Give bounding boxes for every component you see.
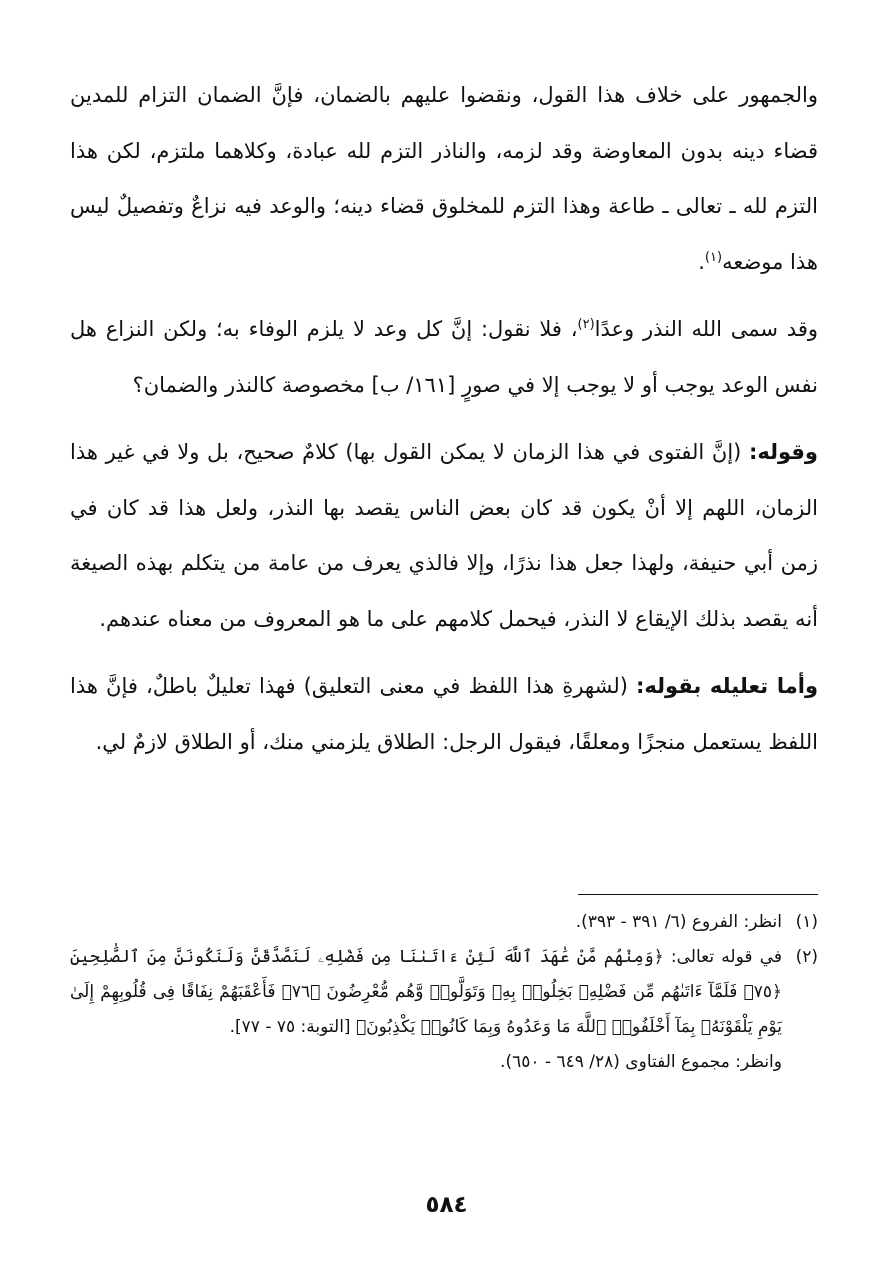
footnote-1-text: انظر: الفروع (٦/ ٣٩١ - ٣٩٣). xyxy=(575,912,782,932)
quran-verse: ﴿وَمِنْهُم مَّنْ عَٰهَدَ ٱللَّهَ لَئِنْ ءَاتَىٰنَا مِن فَضْلِهِۦ لَنَصَّدَّقَنَّ وَلَنَكُونَنَّ مِنَ ٱلصَّٰلِحِينَ ﴿٧٥﴾ فَلَمَّآ ءَاتَىٰهُم مِّن فَضْلِهِۦ بَخِلُوا۟ بِهِۦ وَتَوَلَّوا۟ وَّهُم مُّعْرِضُونَ ﴿٧٦﴾ فَأَعْقَبَهُمْ نِفَاقًا فِى قُلُوبِهِمْ إِلَىٰ يَوْمِ يَلْقَوْنَهُۥ بِمَآ أَخْلَفُوا۟ ٱللَّهَ مَا وَعَدُوهُ وَبِمَا كَانُوا۟ يَكْذِبُونَ﴾ xyxy=(70,947,782,1037)
footnote-2-body xyxy=(70,940,782,1045)
paragraph-2-text-b: ، فلا نقول: إنَّ كل وعد لا يلزم الوفاء به؛ ولكن النزاع هل نفس الوعد يوجب أو لا يوجب إلا في صورٍ [١٦١/ ب] مخصوصة كالنذر والضمان؟ xyxy=(70,317,818,397)
footnote-2-source: [التوبة: ٧٥ - ٧٧]. xyxy=(229,1017,356,1037)
footnote-ref-1[interactable]: (١) xyxy=(704,249,723,265)
paragraph-3-lead: وقوله: xyxy=(749,440,818,464)
footnotes xyxy=(70,905,818,1080)
footnote-2 xyxy=(70,940,818,1045)
paragraph-1 xyxy=(70,68,818,290)
footnote-2-see-also: وانظر: مجموع الفتاوى (٢٨/ ٦٤٩ - ٦٥٠). xyxy=(500,1052,782,1072)
paragraph-4-text: (لشهرةِ هذا اللفظ في معنى التعليق) فهذا تعليلٌ باطلٌ، فإنَّ هذا اللفظ يستعمل منجزًا ومعلقًا، فيقول الرجل: الطلاق يلزمني منك، أو الطلاق لازمٌ لي. xyxy=(70,674,818,754)
paragraph-2 xyxy=(70,302,818,413)
paragraph-3 xyxy=(70,425,818,647)
page-number: ٥٨٤ xyxy=(425,1192,468,1218)
paragraph-1-end: . xyxy=(698,249,705,274)
footnote-ref-2[interactable]: (٢) xyxy=(577,317,595,332)
footnote-1 xyxy=(70,905,818,940)
footnote-2-intro: في قوله تعالى: xyxy=(663,947,782,967)
paragraph-4-lead: وأما تعليله بقوله: xyxy=(636,674,819,698)
paragraph-1-text: والجمهور على خلاف هذا القول، ونقضوا عليهم بالضمان، فإنَّ الضمان التزام للمدين قضاء دينه بدون المعاوضة وقد لزمه، والناذر التزم لله عبادة، وكلاهما ملتزم، لكن هذا التزم لله ـ تعالى ـ طاعة وهذا التزم للمخلوق قضاء دينه؛ والوعد فيه نزاعٌ وتفصيلٌ ليس هذا موضعه xyxy=(70,83,818,274)
main-text xyxy=(70,68,818,782)
footnote-separator xyxy=(578,894,818,895)
paragraph-2-text-a: وقد سمى الله النذر وعدًا xyxy=(594,317,818,341)
paragraph-3-text: (إنَّ الفتوى في هذا الزمان لا يمكن القول بها) كلامٌ صحيح، بل ولا في غير هذا الزمان، اللهم إلا أنْ يكون قد كان بعض الناس يقصد بها النذر، ولعل هذا قد كان في زمن أبي حنيفة، ولهذا جعل هذا نذرًا، وإلا فالذي يعرف من عامة من يتكلم بهذه الصيغة أنه يقصد بذلك الإيقاع لا النذر، فيحمل كلامهم على ما هو المعروف من معناه عندهم. xyxy=(70,440,818,631)
footnote-2-number: (٢) xyxy=(795,947,818,967)
footnote-1-number: (١) xyxy=(795,912,818,932)
paragraph-4 xyxy=(70,659,818,770)
